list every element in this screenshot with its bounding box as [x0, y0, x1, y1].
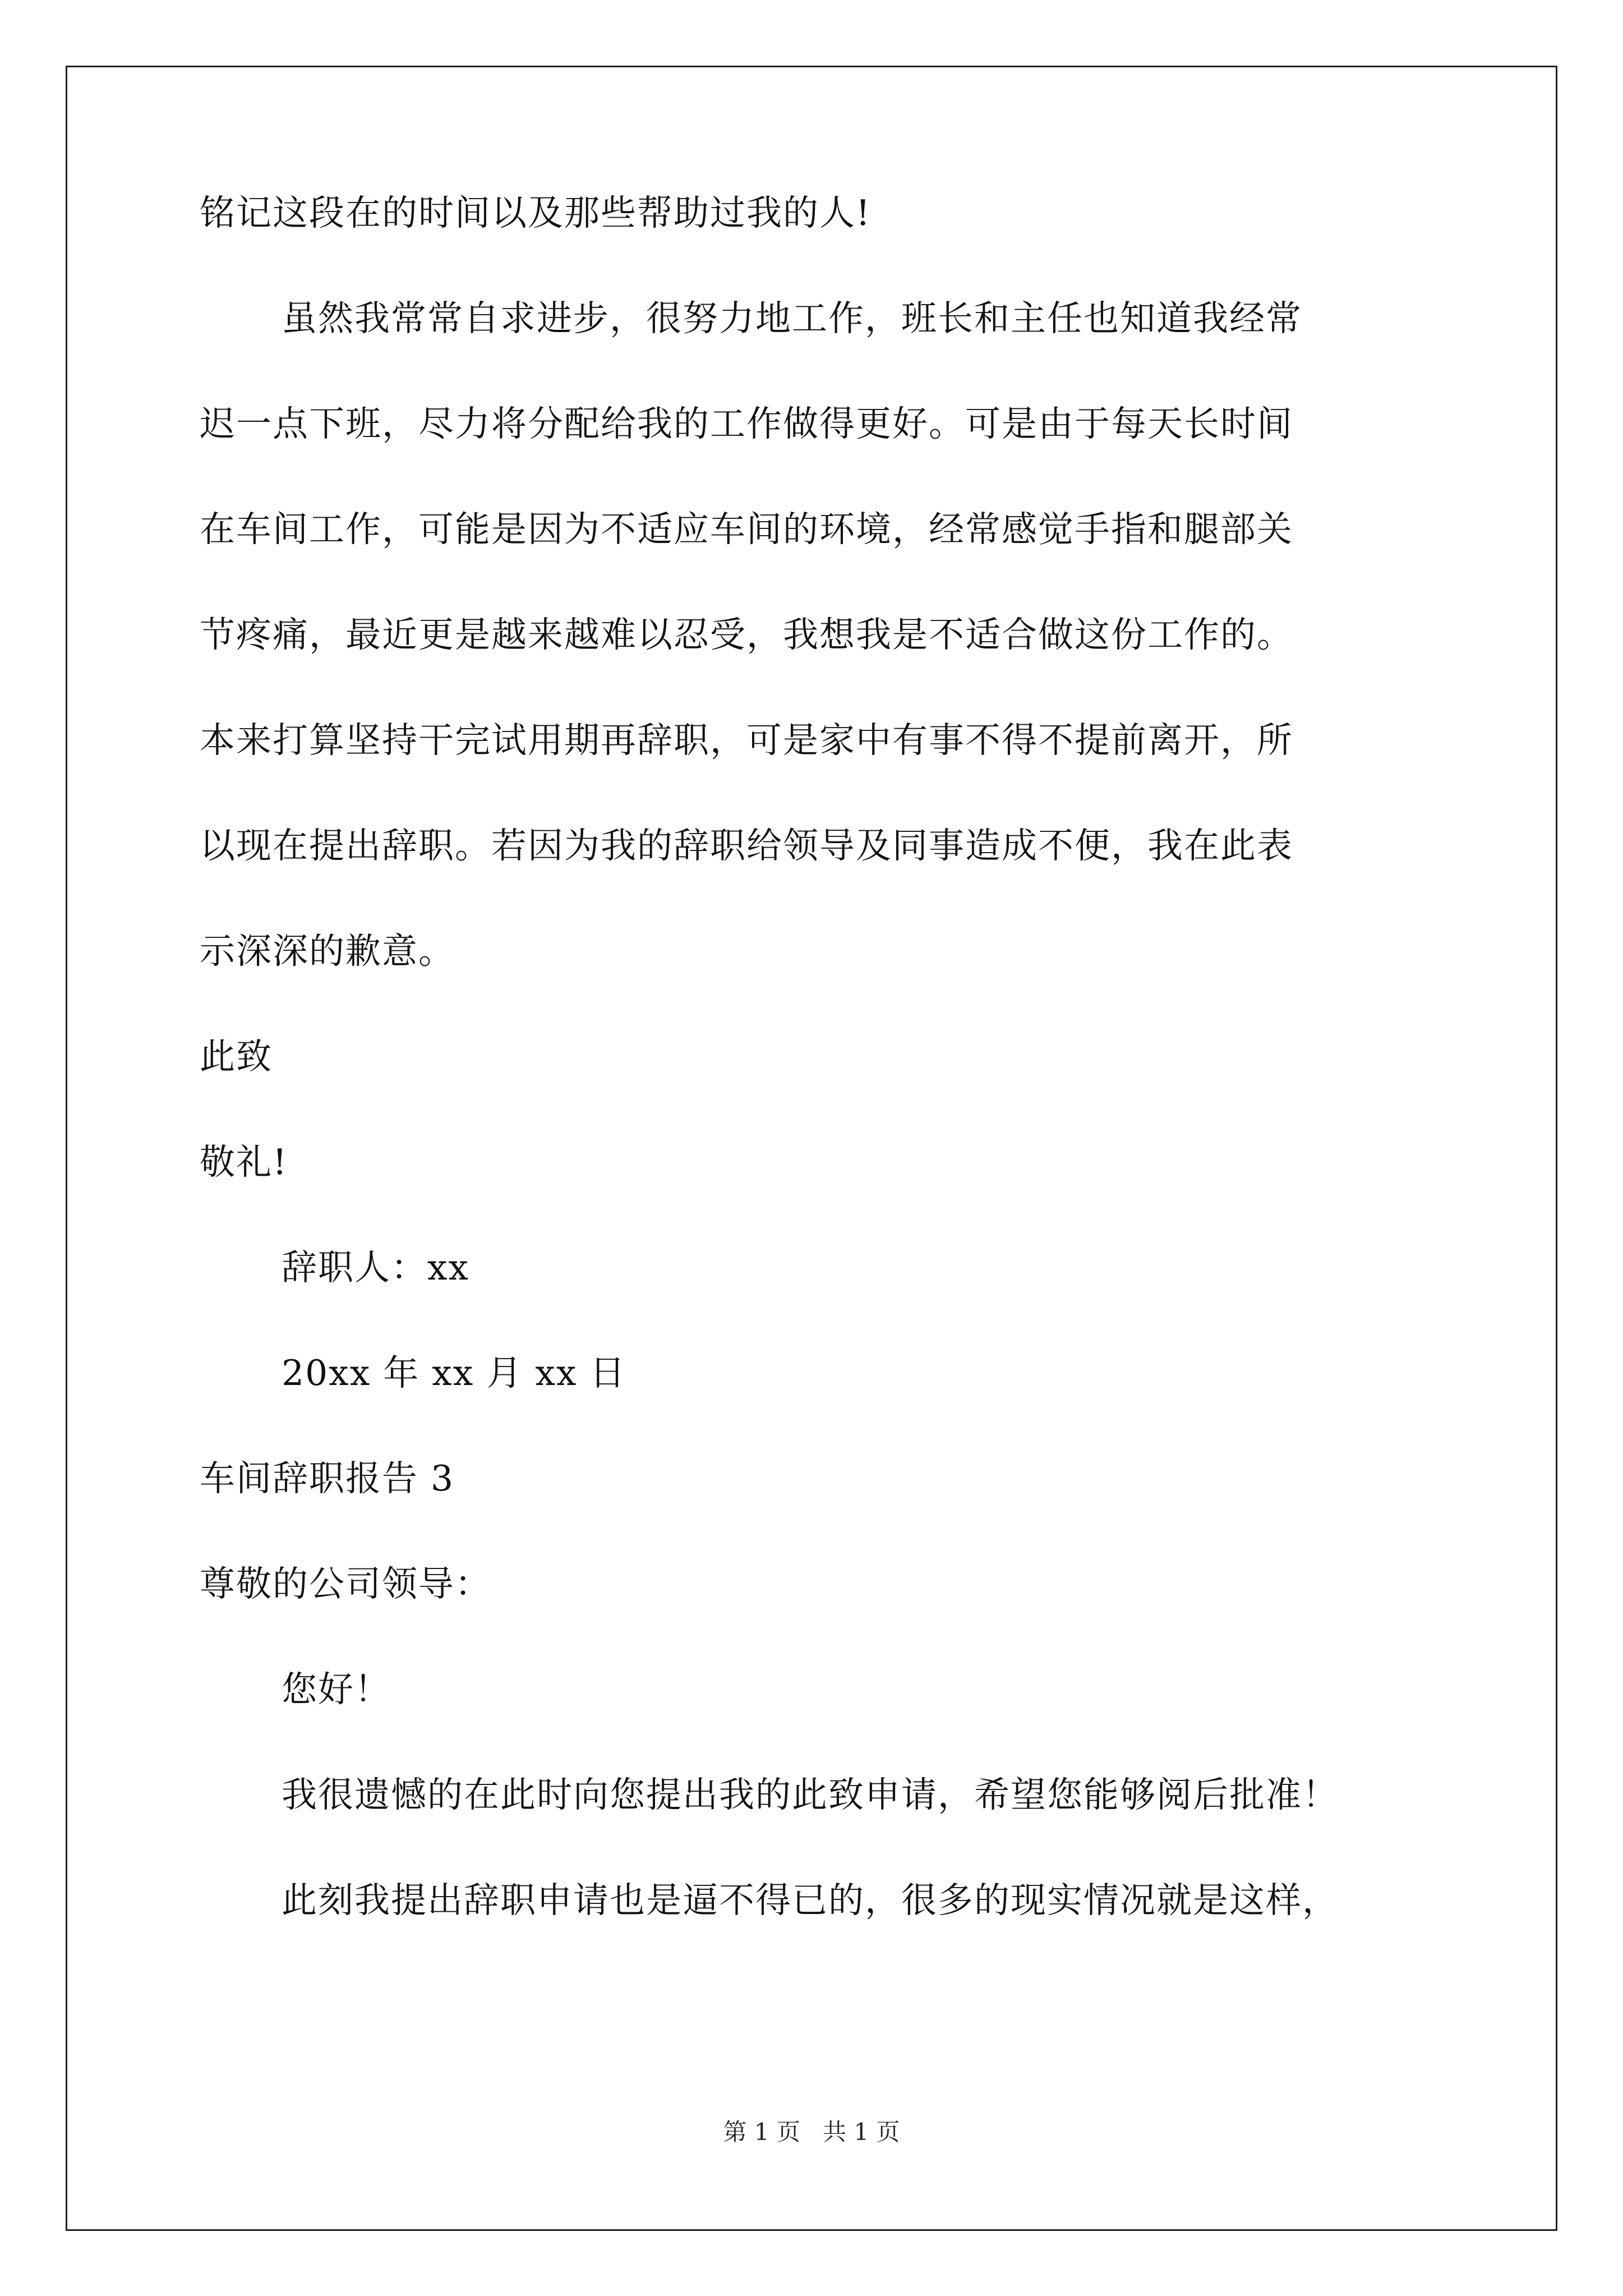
page-number-footer: 第 1 页 共 1 页: [723, 2118, 900, 2146]
greeting-hello: 您好！: [282, 1669, 391, 1710]
text-line-3: 迟一点下班，尽力将分配给我的工作做得更好。可是由于每天长时间: [200, 403, 1293, 444]
text-line-16: 我很遗憾的在此时向您提出我的此致申请，希望您能够阅后批准！: [282, 1774, 1339, 1815]
text-line-8: 示深深的歉意。: [200, 931, 455, 972]
closing-regards: 敬礼!: [200, 1142, 288, 1182]
text-line-2: 虽然我常常自求进步，很努力地工作，班长和主任也知道我经常: [282, 298, 1302, 339]
signature-date: 20xx 年 xx 月 xx 日: [282, 1352, 626, 1393]
text-line-7: 以现在提出辞职。若因为我的辞职给领导及同事造成不便，我在此表: [200, 825, 1293, 866]
section-heading: 车间辞职报告 3: [200, 1458, 455, 1499]
text-line-4: 在车间工作，可能是因为不适应车间的环境，经常感觉手指和腿部关: [200, 509, 1293, 550]
text-line-5: 节疼痛，最近更是越来越难以忍受，我想我是不适合做这份工作的。: [200, 614, 1293, 655]
closing-salutation: 此致: [200, 1036, 273, 1077]
signature-name: 辞职人：xx: [282, 1247, 470, 1288]
text-line-6: 本来打算坚持干完试用期再辞职，可是家中有事不得不提前离开，所: [200, 720, 1293, 761]
text-line-1: 铭记这段在的时间以及那些帮助过我的人!: [200, 192, 872, 233]
greeting-recipient: 尊敬的公司领导：: [200, 1563, 491, 1604]
text-line-17: 此刻我提出辞职申请也是逼不得已的，很多的现实情况就是这样，: [282, 1880, 1339, 1921]
